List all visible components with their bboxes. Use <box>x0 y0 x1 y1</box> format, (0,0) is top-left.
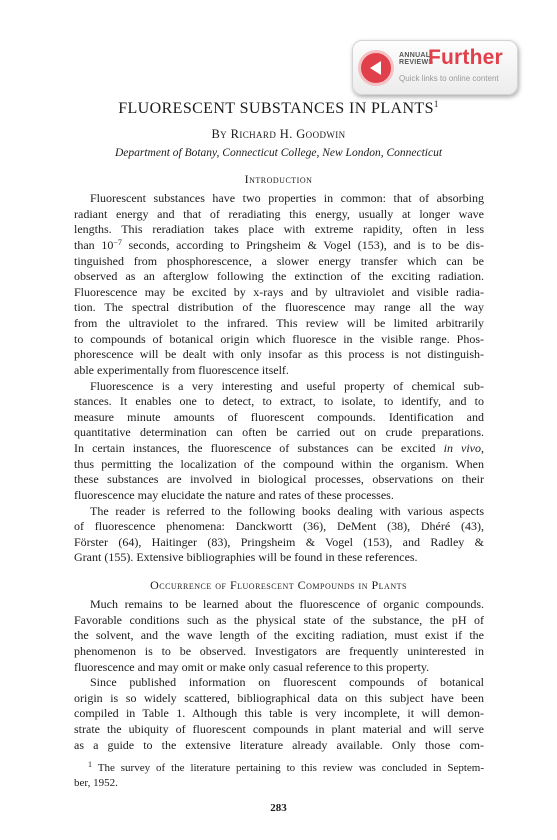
text-line: Much remains to be learned about the fluorescence of organic compounds. <box>90 597 484 611</box>
text-line: able experimentally from fluorescence itself. <box>74 362 289 377</box>
title-footnote-mark: 1 <box>433 99 439 109</box>
text-line: as a guide to the extensive literature already available. Only those com- <box>74 737 484 752</box>
text-line: Fluorescent substances have two properties in common: that of absorbing <box>90 191 484 205</box>
text-line: Fluorescence may be excited by x-rays and by ultraviolet and visible radia- <box>74 284 484 299</box>
badge-further-text: Further <box>428 46 503 69</box>
footnote <box>74 761 484 791</box>
text-line: phenomenon is to be observed. Investigators are frequently uninterested in <box>74 643 484 658</box>
text-line: radiant energy and that of reradiating this energy, usually at longer wave <box>74 206 484 221</box>
author-affiliation: Department of Botany, Connecticut College, New London, Connecticut <box>114 147 443 159</box>
text-line <box>74 238 484 254</box>
text-line: Förster (64), Haitinger (83), Pringsheim & Vogel (153), and Radley & <box>74 534 484 549</box>
text-line: Since published information on fluorescent compounds of botanical <box>90 675 484 690</box>
text-line: origin is so widely scattered, bibliographical data on this subject have been <box>74 690 484 705</box>
text-line: strate the ubiquity of fluorescent compounds in plant material and will serve <box>74 722 484 736</box>
text-line: Grant (155). Extensive bibliographies will be found in these references. <box>74 550 418 565</box>
footnote-line: ber, 1952. <box>74 777 118 789</box>
introduction-body <box>74 191 484 566</box>
section-heading-occurrence: Occurrence of Fluorescent Compounds in Plants <box>150 578 407 592</box>
article-title <box>0 100 557 118</box>
text-line: fluorescence may elucidate the nature and rates of these processes. <box>74 487 394 502</box>
text-line: The reader is referred to the following books dealing with various aspects <box>90 503 484 518</box>
inline-than: than 10 <box>74 237 114 252</box>
text-line: the solvent, and the wave length of the exciting radiation, must exist if the <box>74 628 484 643</box>
badge-subtitle: Quick links to online content <box>399 74 499 83</box>
text-line: tion. The spectral distribution of the fluorescence may range all the way <box>74 300 484 315</box>
text-line: measure minute amounts of fluorescent compounds. Identification and <box>74 409 484 424</box>
text-line <box>74 441 484 457</box>
exponent: −7 <box>113 237 122 247</box>
text-line: to compounds of botanical origin which fluoresce in the visible range. Phos- <box>74 331 484 346</box>
text-line: lengths. This reradiation takes place with extreme rapidity, often in less <box>74 222 484 237</box>
text-line: of fluorescence phenomena: Danckwortt (36), DeMent (38), Dhéré (43), <box>74 519 484 534</box>
text-line: these substances are involved in biological processes, observations on their <box>74 472 484 487</box>
article-title-text: FLUORESCENT SUBSTANCES IN PLANTS <box>118 100 434 117</box>
section-heading-introduction: Introduction <box>244 172 313 186</box>
text-line: fluorescence and may omit or make only casual reference to this property. <box>74 659 430 674</box>
text-line: observed as an afterglow following the extinction of the exciting radiation. <box>74 269 484 284</box>
text-line: from the ultraviolet to the infrared. This review will be limited arbitrarily <box>74 316 484 330</box>
annual-reviews-further-badge[interactable] <box>352 40 518 95</box>
page-number: 283 <box>270 802 287 814</box>
inline-text: In certain instances, the fluorescence of substances can be excited <box>74 441 436 455</box>
author-byline: By Richard H. Goodwin <box>211 127 346 141</box>
inline-in-vivo: in vivo <box>443 441 482 455</box>
footnote-mark: 1 <box>88 760 92 769</box>
inline-rest: seconds, according to Pringsheim & Vogel (153), and is to be dis- <box>128 237 484 252</box>
text-line: Favorable conditions such as the physical state of the substance, the pH of <box>74 612 484 627</box>
badge-reviews-text: REVIEWS <box>399 59 434 66</box>
text-line: phorescence will be dealt with only insofar as this process is not distinguish- <box>74 347 484 362</box>
badge-annual-text: ANNUAL <box>399 52 431 59</box>
occurrence-body <box>74 597 484 753</box>
inline-comma: , <box>481 441 485 455</box>
text-line: tinguished from phosphorescence, a slower energy transfer which can be <box>74 253 484 268</box>
text-line: quantitative determination can often be carried out on crude preparations. <box>74 425 484 440</box>
text-line: stances. It enables one to detect, to extract, to isolate, to identify, and to <box>74 394 484 409</box>
footnote-line <box>74 761 484 776</box>
footnote-text: The survey of the literature pertaining to this review was concluded in Septem- <box>97 762 484 774</box>
text-line: compiled in Table 1. Although this table is very incomplete, it will demon- <box>74 706 484 721</box>
text-line: Fluorescence is a very interesting and useful property of chemical sub- <box>90 378 484 393</box>
text-line: thus permitting the localization of the compound within the organism. When <box>74 456 484 471</box>
back-arrow-icon <box>358 50 394 86</box>
